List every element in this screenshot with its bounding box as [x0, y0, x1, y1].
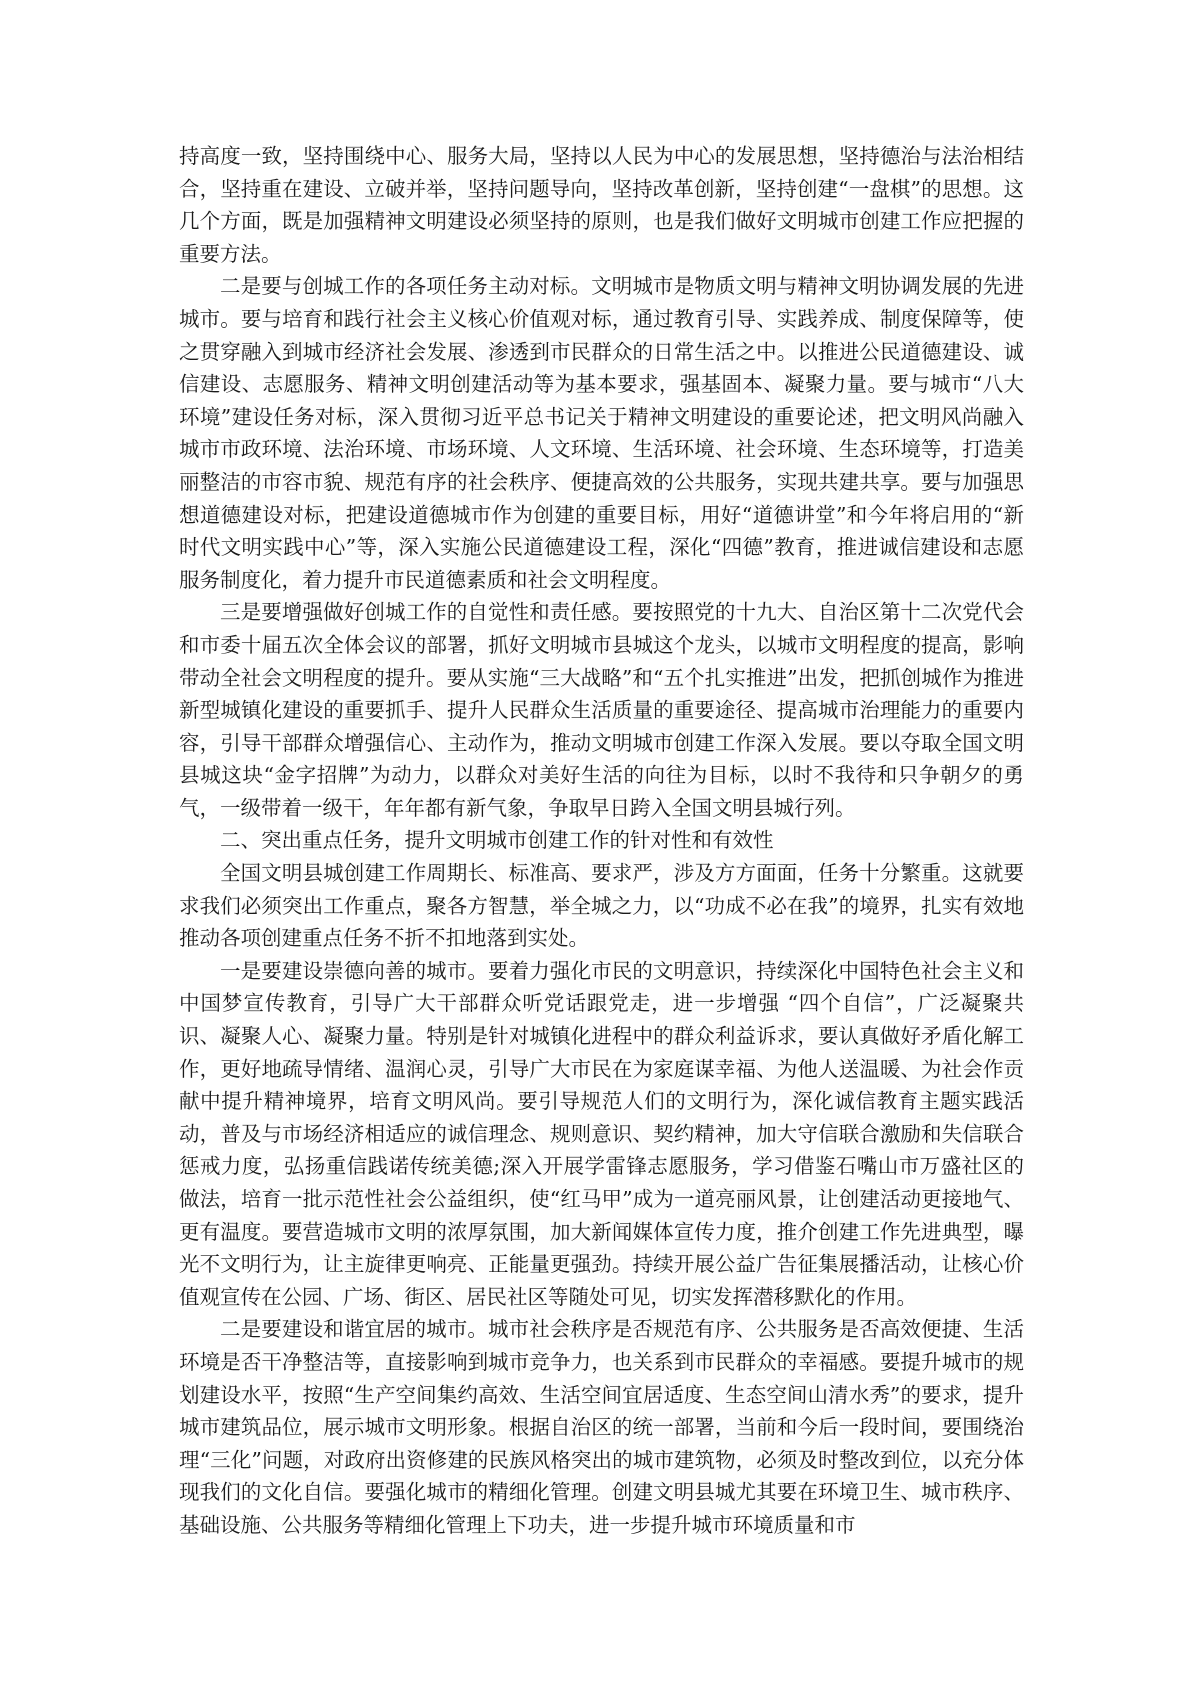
paragraph-responsibility: 三是要增强做好创城工作的自觉性和责任感。要按照党的十九大、自治区第十二次党代会和市委十届五次全体会议的部署，抓好文明城市县城这个龙头，以城市文明程度的提高，影响带动全社会文明程度的提升。要从实施“三大战略”和“五个扎实推进”出发，把抓创城作为推进新型城镇化建设的重要抓手、提升人民群众生活质量的重要途径、提高城市治理能力的重要内容，引导干部群众增强信心、主动作为，推动文明城市创建工作深入发展。要以夺取全国文明县城这块“金字招牌”为动力，以群众对美好生活的向往为目标，以时不我待和只争朝夕的勇气，一级带着一级干，年年都有新气象，争取早日跨入全国文明县城行列。 — [179, 600, 1024, 820]
section-heading: 二、突出重点任务，提升文明城市创建工作的针对性和有效性 — [220, 828, 774, 853]
paragraph-continuation: 持高度一致，坚持围绕中心、服务大局，坚持以人民为中心的发展思想，坚持德治与法治相结合，坚持重在建设、立破并举，坚持问题导向，坚持改革创新，坚持创建“一盘棋”的思想。这几个方面，既是加强精神文明建设必须坚持的原则，也是我们做好文明城市创建工作应把握的重要方法。 — [179, 144, 1024, 266]
paragraph-benchmark-tasks: 二是要与创城工作的各项任务主动对标。文明城市是物质文明与精神文明协调发展的先进城市。要与培育和践行社会主义核心价值观对标，通过教育引导、实践养成、制度保障等，使之贯穿融入到城市经济社会发展、渗透到市民群众的日常生活之中。以推进公民道德建设、诚信建设、志愿服务、精神文明创建活动等为基本要求，强基固本、凝聚力量。要与城市“八大环境”建设任务对标，深入贯彻习近平总书记关于精神文明建设的重要论述，把文明风尚融入城市市政环境、法治环境、市场环境、人文环境、生活环境、社会环境、生态环境等，打造美丽整洁的市容市貌、规范有序的社会秩序、便捷高效的公共服务，实现共建共享。要与加强思想道德建设对标，把建设道德城市作为创建的重要目标，用好“道德讲堂”和今年将启用的“新时代文明实践中心”等，深入实施公民道德建设工程，深化“四德”教育，推进诚信建设和志愿服务制度化，着力提升市民道德素质和社会文明程度。 — [179, 274, 1024, 592]
paragraph-livable-city: 二是要建设和谐宜居的城市。城市社会秩序是否规范有序、公共服务是否高效便捷、生活环境是否干净整洁等，直接影响到城市竞争力，也关系到市民群众的幸福感。要提升城市的规划建设水平，按照“生产空间集约高效、生活空间宜居适度、生态空间山清水秀”的要求，提升城市建筑品位，展示城市文明形象。根据自治区的统一部署，当前和今后一段时间，要围绕治理“三化”问题，对政府出资修建的民族风格突出的城市建筑物，必须及时整改到位，以充分体现我们的文化自信。要强化城市的精细化管理。创建文明县城尤其要在环境卫生、城市秩序、基础设施、公共服务等精细化管理上下功夫，进一步提升城市环境质量和市 — [179, 1317, 1024, 1537]
body-text — [179, 140, 1024, 1542]
paragraph-virtuous-city: 一是要建设崇德向善的城市。要着力强化市民的文明意识，持续深化中国特色社会主义和中国梦宣传教育，引导广大干部群众听党话跟党走，进一步增强 “四个自信”，广泛凝聚共识、凝聚人心、凝聚力量。特别是针对城镇化进程中的群众利益诉求，要认真做好矛盾化解工作，更好地疏导情绪、温润心灵，引导广大市民在为家庭谋幸福、为他人送温暖、为社会作贡献中提升精神境界，培育文明风尚。要引导规范人们的文明行为，深化诚信教育主题实践活动，普及与市场经济相适应的诚信理念、规则意识、契约精神，加大守信联合激励和失信联合惩戒力度，弘扬重信践诺传统美德;深入开展学雷锋志愿服务，学习借鉴石嘴山市万盛社区的做法，培育一批示范性社会公益组织，使“红马甲”成为一道亮丽风景，让创建活动更接地气、更有温度。要营造城市文明的浓厚氛围，加大新闻媒体宣传力度，推介创建工作先进典型，曝光不文明行为，让主旋律更响亮、正能量更强劲。持续开展公益广告征集展播活动，让核心价值观宣传在公园、广场、街区、居民社区等随处可见，切实发挥潜移默化的作用。 — [179, 958, 1024, 1309]
paragraph-section-intro: 全国文明县城创建工作周期长、标准高、要求严，涉及方方面面，任务十分繁重。这就要求我们必须突出工作重点，聚各方智慧，举全城之力，以“功成不必在我”的境界，扎实有效地推动各项创建重点任务不折不扣地落到实处。 — [179, 861, 1024, 951]
